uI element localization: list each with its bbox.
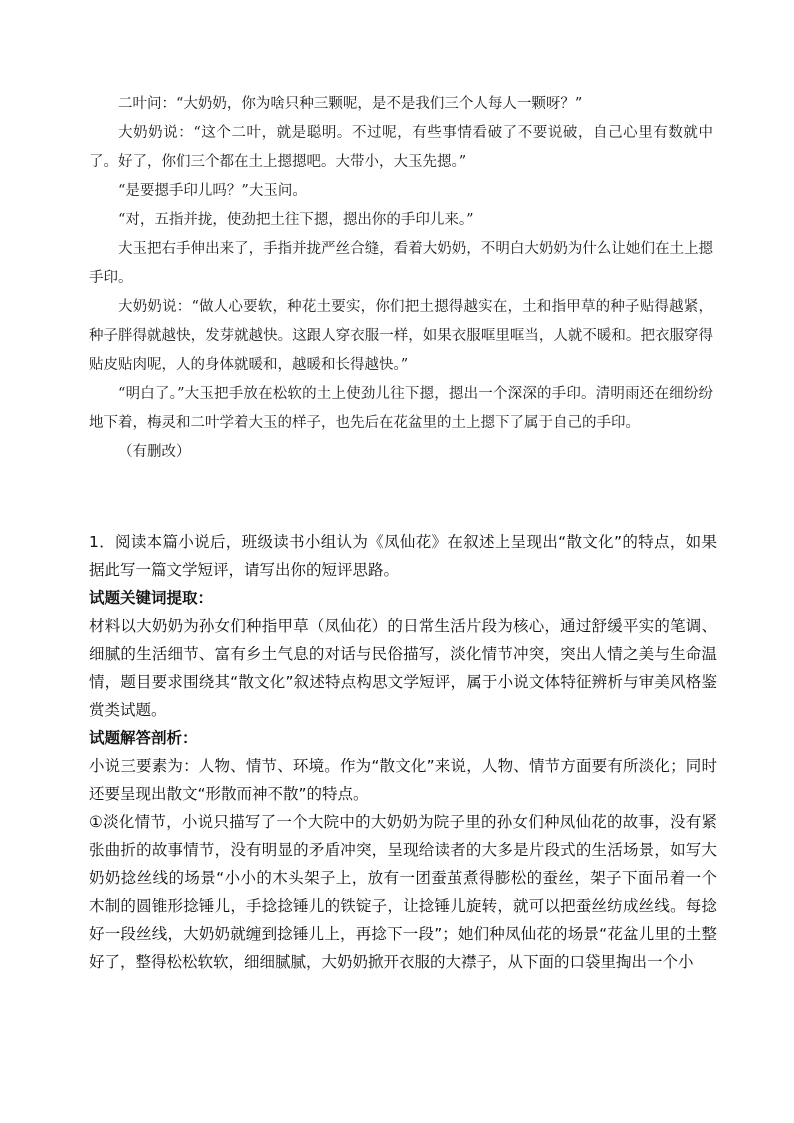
- story-paragraph: 二叶问：“大奶奶，你为啥只种三颗呢，是不是我们三个人每人一颗呀？”: [118, 96, 583, 112]
- source-note: （有删改）: [118, 444, 191, 460]
- story-paragraph: “对，五指并拢，使劲把土往下摁，摁出你的手印儿来。”: [118, 212, 474, 228]
- analysis-heading: 试题解答剖析：: [89, 729, 198, 747]
- story-paragraph: 大奶奶说：“这个二叶，就是聪明。不过呢，有些事情看破了不要说破，自己心里有数就中了。好了，你们三个都在土上摁摁吧。大带小，大玉先摁。”: [89, 125, 713, 170]
- keywords-heading: 试题关键词提取：: [89, 589, 214, 607]
- story-excerpt: [89, 90, 713, 467]
- analysis-point-1: ①淡化情节，小说只描写了一个大院中的大奶奶为院子里的孙女们种凤仙花的故事，没有紧张曲折的故事情节，没有明显的矛盾冲突，呈现给读者的大多是片段式的生活场景，如写大奶奶捻丝线的场景“小小的木头架子上，放有一团蚕茧煮得膨松的蚕丝，架子下面吊着一个木制的圆锥形捻锤儿，手捻捻锤儿的铁锭子，让捻锤儿旋转，就可以把蚕丝纺成丝线。每捻好一段丝线，大奶奶就缠到捻锤儿上，再捻下一段”；她们种凤仙花的场景“花盆儿里的土整好了，整得松松软软，细细腻腻，大奶奶掀开衣服的大襟子，从下面的口袋里掏出一个小: [89, 813, 717, 971]
- keywords-text: 材料以大奶奶为孙女们种指甲草（凤仙花）的日常生活片段为核心，通过舒缓平实的笔调、细腻的生活细节、富有乡土气息的对话与民俗描写，淡化情节冲突，突出人情之美与生命温情，题目要求围绕其“散文化”叙述特点构思文学短评，属于小说文体特征辨析与审美风格鉴赏类试题。: [89, 617, 717, 719]
- story-paragraph: “是要摁手印儿吗？”大玉问。: [118, 183, 307, 199]
- analysis-text: 小说三要素为：人物、情节、环境。作为“散文化”来说，人物、情节方面要有所淡化；同时还要呈现出散文“形散而神不散”的特点。: [89, 757, 717, 803]
- question-analysis: [89, 528, 717, 976]
- story-paragraph: 大玉把右手伸出来了，手指并拢严丝合缝，看着大奶奶，不明白大奶奶为什么让她们在土上摁手印。: [89, 241, 713, 286]
- question-text: 1．阅读本篇小说后，班级读书小组认为《凤仙花》在叙述上呈现出“散文化”的特点，如果据此写一篇文学短评，请写出你的短评思路。: [89, 533, 717, 579]
- story-paragraph: “明白了。”大玉把手放在松软的土上使劲儿往下摁，摁出一个深深的手印。清明雨还在细纷纷地下着，梅灵和二叶学着大玉的样子，也先后在花盆里的土上摁下了属于自己的手印。: [89, 386, 713, 431]
- story-paragraph: 大奶奶说：“做人心要软，种花土要实，你们把土摁得越实在，土和指甲草的种子贴得越紧，种子胖得就越快，发芽就越快。这跟人穿衣服一样，如果衣服哐里哐当，人就不暖和。把衣服穿得贴皮贴肉呢，人的身体就暖和，越暖和长得越快。”: [89, 299, 713, 373]
